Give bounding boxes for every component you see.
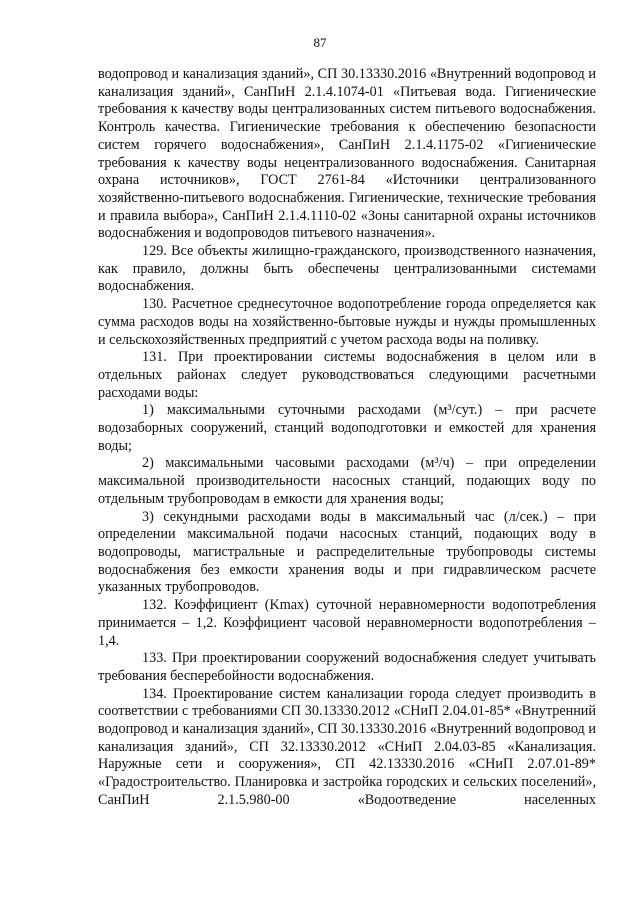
list-item-1: 1) максимальными суточными расходами (м³/сут.) – при расчете водозаборных сооружений, станций водоподготовки и емкостей для хранения воды;	[98, 402, 596, 454]
paragraph-131: 131. При проектировании системы водоснабжения в целом или в отдельных районах следует руководствоваться следующими расчетными расходами воды:	[98, 349, 596, 401]
paragraph-130: 130. Расчетное среднесуточное водопотребление города определяется как сумма расходов воды на хозяйственно-бытовые нужды и нужды промышленных и сельскохозяйственных предприятий с учетом расхода воды на поливку.	[98, 296, 596, 348]
paragraph-continuation: водопровод и канализация зданий», СП 30.13330.2016 «Внутренний водопровод и канализация зданий», СанПиН 2.1.4.1074-01 «Питьевая вода. Гигиенические требования к качеству воды централизованных систем питьевого водоснабжения. Контроль качества. Гигиенические требования к обеспечению безопасности систем горячего водоснабжения», СанПиН 2.1.4.1175-02 «Гигиенические требования к качеству воды нецентрализованного водоснабжения. Санитарная охрана источников», ГОСТ 2761-84 «Источники централизованного хозяйственно-питьевого водоснабжения. Гигиенические, технические требования и правила выбора», СанПиН 2.1.4.1110-02 «Зоны санитарной охраны источников водоснабжения и водопроводов питьевого назначения».	[98, 66, 596, 242]
paragraph-132: 132. Коэффициент (Kmax) суточной неравномерности водопотребления принимается – 1,2. Коэффициент часовой неравномерности водопотребления – 1,4.	[98, 597, 596, 649]
page-number: 87	[313, 35, 327, 50]
list-item-3: 3) секундными расходами воды в максимальный час (л/сек.) – при определении максимальной подачи насосных станций, подающих воду в водопроводы, магистральные и распределительные трубопроводы системы водоснабжения без емкости хранения воды и при гидравлическом расчете указанных трубопроводов.	[98, 508, 596, 596]
body-text	[98, 66, 596, 810]
paragraph-134: 134. Проектирование систем канализации города следует производить в соответствии с требованиями СП 30.13330.2012 «СНиП 2.04.01-85* «Внутренний водопровод и канализация зданий», СП 30.13330.2016 «Внутренний водопровод и канализация зданий», СП 32.13330.2012 «СНиП 2.04.03-85 «Канализация. Наружные сети и сооружения», СП 42.13330.2016 «СНиП 2.07.01-89* «Градостроительство. Планировка и застройка городских и сельских поселений», СанПиН 2.1.5.980-00 «Водоотведение населенных	[98, 685, 596, 808]
list-item-2: 2) максимальными часовыми расходами (м³/ч) – при определении максимальной производительности насосных станций, подающих воду по отдельным трубопроводам в емкости для хранения воды;	[98, 455, 596, 507]
paragraph-133: 133. При проектировании сооружений водоснабжения следует учитывать требования бесперебойности водоснабжения.	[98, 650, 596, 684]
paragraph-129: 129. Все объекты жилищно-гражданского, производственного назначения, как правило, должны быть обеспечены централизованными системами водоснабжения.	[98, 243, 596, 295]
